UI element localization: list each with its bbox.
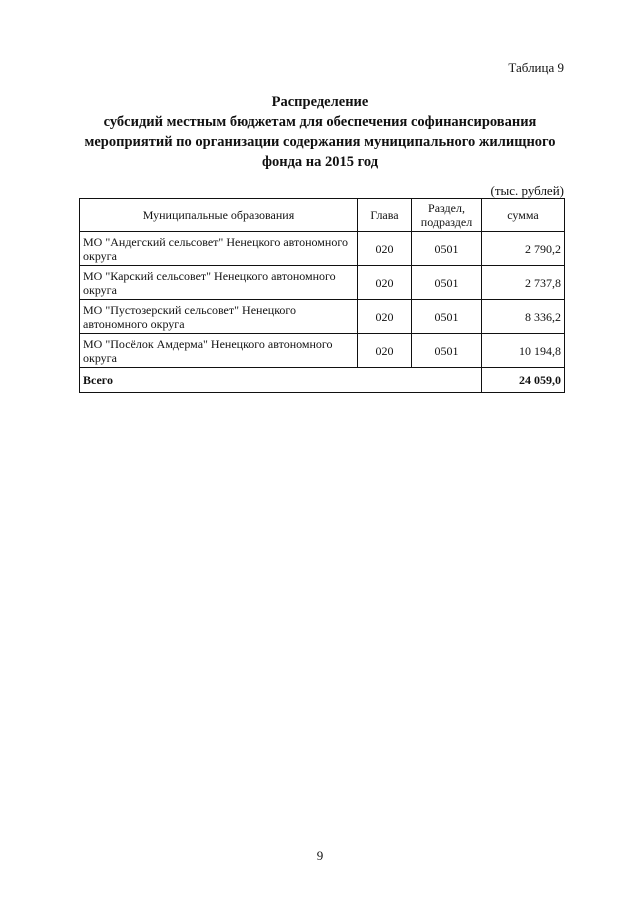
title-line-4: фонда на 2015 год <box>261 154 379 170</box>
row-municipality <box>80 266 358 300</box>
header-summa: сумма <box>482 199 565 232</box>
header-razdel-line-2: подраздел <box>420 215 473 229</box>
name-line-1: МО "Пустозерский сельсовет" Ненецкого <box>83 302 297 317</box>
subsidy-table <box>79 198 565 393</box>
row-summa: 10 194,8 <box>482 334 565 368</box>
table-row <box>80 334 565 368</box>
row-municipality <box>80 334 358 368</box>
name-line-2: округа <box>83 282 117 297</box>
total-row <box>80 368 565 393</box>
document-title <box>70 92 570 172</box>
row-summa: 2 790,2 <box>482 232 565 266</box>
header-glava: Глава <box>358 199 412 232</box>
page-number: 9 <box>316 848 324 863</box>
table-row <box>80 300 565 334</box>
title-line-1: Распределение <box>271 94 369 110</box>
total-label: Всего <box>80 368 482 393</box>
row-summa: 8 336,2 <box>482 300 565 334</box>
name-line-2: округа <box>83 350 117 365</box>
name-line-2: автономного округа <box>83 316 185 331</box>
row-razdel: 0501 <box>412 232 482 266</box>
table-row <box>80 266 565 300</box>
table-label: Таблица 9 <box>508 60 564 75</box>
name-line-1: МО "Андегский сельсовет" Ненецкого автономного <box>83 234 348 249</box>
header-razdel-line-1: Раздел, <box>428 201 465 215</box>
row-glava: 020 <box>358 300 412 334</box>
row-municipality <box>80 232 358 266</box>
name-line-1: МО "Карский сельсовет" Ненецкого автономного <box>83 268 336 283</box>
name-line-1: МО "Посёлок Амдерма" Ненецкого автономного <box>83 336 333 351</box>
row-municipality <box>80 300 358 334</box>
table-header-row <box>80 199 565 232</box>
table-row <box>80 232 565 266</box>
row-glava: 020 <box>358 232 412 266</box>
header-razdel <box>412 199 482 232</box>
header-municipality: Муниципальные образования <box>80 199 358 232</box>
row-razdel: 0501 <box>412 266 482 300</box>
title-line-3: мероприятий по организации содержания муниципального жилищного <box>84 134 556 150</box>
row-glava: 020 <box>358 266 412 300</box>
name-line-2: округа <box>83 248 117 263</box>
row-glava: 020 <box>358 334 412 368</box>
title-line-2: субсидий местным бюджетам для обеспечения софинансирования <box>103 114 537 130</box>
total-summa: 24 059,0 <box>482 368 565 393</box>
row-razdel: 0501 <box>412 300 482 334</box>
row-summa: 2 737,8 <box>482 266 565 300</box>
row-razdel: 0501 <box>412 334 482 368</box>
unit-note: (тыс. рублей) <box>490 183 564 198</box>
